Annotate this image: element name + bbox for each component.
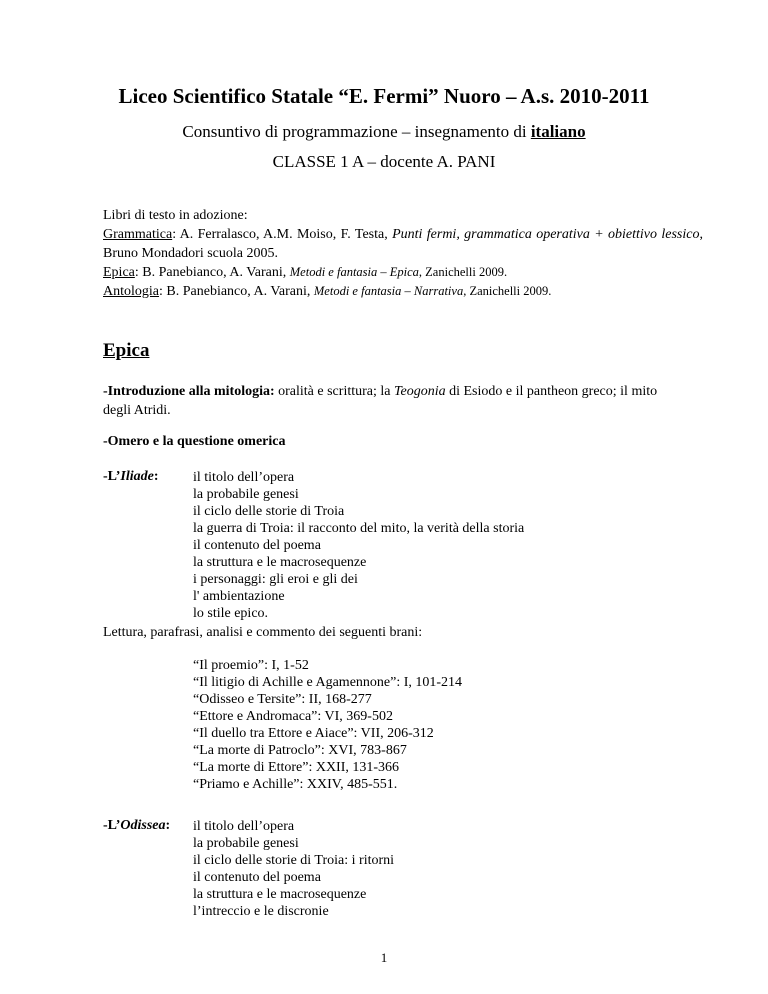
passages-list [193,657,462,793]
list-item: il titolo dell’opera [193,470,295,485]
intro-text: oralità e scrittura; la [274,384,394,399]
list-item: “Ettore e Andromaca”: VI, 369-502 [193,709,393,724]
list-item: il ciclo delle storie di Troia: i ritorni [193,853,395,868]
document-title: Liceo Scientifico Statale “E. Fermi” Nuoro – A.s. 2010-2011 [118,84,650,108]
textbook-subject: Epica [103,265,135,280]
textbook-publisher: , Bruno Mondadori scuola 2005. [103,227,703,261]
textbook-item [103,225,703,263]
textbook-authors: : B. Panebianco, A. Varani, [159,284,314,299]
class-line: CLASSE 1 A – docente A. PANI [272,152,496,171]
textbook-item [103,282,703,301]
list-item: la guerra di Troia: il racconto del mito, la verità della storia [193,521,525,536]
list-item: l’intreccio e le discronie [193,904,329,919]
textbook-item [103,263,703,282]
iliade-label-work: Iliade [120,469,154,484]
subtitle-subject: italiano [530,122,586,141]
list-item: la struttura e le macrosequenze [193,555,367,570]
list-item: il contenuto del poema [193,538,321,553]
iliade-label-post: : [153,469,159,484]
odissea-topics [193,818,394,920]
textbook-title: Metodi e fantasia – Epica [289,265,419,279]
iliade-topics [193,469,524,622]
list-item: la probabile genesi [193,487,299,502]
reading-intro-text: Lettura, parafrasi, analisi e commento dei seguenti brani: [103,625,423,640]
intro-work: Teogonia [393,384,446,399]
list-item: “Priamo e Achille”: XXIV, 485-551. [193,777,398,792]
textbooks-block [103,206,703,301]
list-item: il titolo dell’opera [193,819,295,834]
textbook-authors: : B. Panebianco, A. Varani, [134,265,290,280]
odissea-label [103,818,170,834]
list-item: “La morte di Patroclo”: XVI, 783-867 [193,743,407,758]
list-item: “Odisseo e Tersite”: II, 168-277 [193,692,372,707]
subtitle-text: Consuntivo di programmazione – insegnamento di [182,122,531,141]
odissea-label-post: : [165,818,171,833]
iliade-label-pre: -L’ [103,469,121,484]
textbook-subject: Antologia [103,284,159,299]
reading-intro [103,623,683,642]
document-subtitle [0,122,768,142]
list-item: i personaggi: gli eroi e gli dei [193,572,358,587]
odissea-label-work: Odissea [120,818,166,833]
list-item: la struttura e le macrosequenze [193,887,367,902]
textbooks-heading: Libri di testo in adozione: [103,208,248,223]
intro-text: di Esiodo e il pantheon greco; il mito degli Atridi. [103,384,658,418]
list-item: “Il proemio”: I, 1-52 [193,658,309,673]
intro-mitologia [103,382,683,420]
textbook-publisher: , Zanichelli 2009. [463,284,552,298]
textbook-subject: Grammatica [103,227,173,242]
iliade-label [103,469,159,485]
omero-heading [103,432,683,451]
textbook-authors: : A. Ferralasco, A.M. Moiso, F. Testa, [172,227,393,242]
list-item: il contenuto del poema [193,870,321,885]
textbook-title: Punti fermi, grammatica operativa + obiettivo lessico [392,227,700,242]
page-number: 1 [380,950,388,965]
list-item: “Il duello tra Ettore e Aiace”: VII, 206-312 [193,726,434,741]
list-item: “Il litigio di Achille e Agamennone”: I, 101-214 [193,675,463,690]
list-item: la probabile genesi [193,836,299,851]
textbook-title: Metodi e fantasia – Narrativa [313,284,464,298]
odissea-label-pre: -L’ [103,818,121,833]
intro-label: -Introduzione alla mitologia: [103,384,275,399]
list-item: “La morte di Ettore”: XXII, 131-366 [193,760,400,775]
list-item: lo stile epico. [193,606,269,621]
textbook-publisher: , Zanichelli 2009. [418,265,508,279]
section-heading-epica: Epica [103,340,150,361]
list-item: l' ambientazione [193,589,285,604]
list-item: il ciclo delle storie di Troia [193,504,345,519]
omero-label: -Omero e la questione omerica [103,434,286,449]
